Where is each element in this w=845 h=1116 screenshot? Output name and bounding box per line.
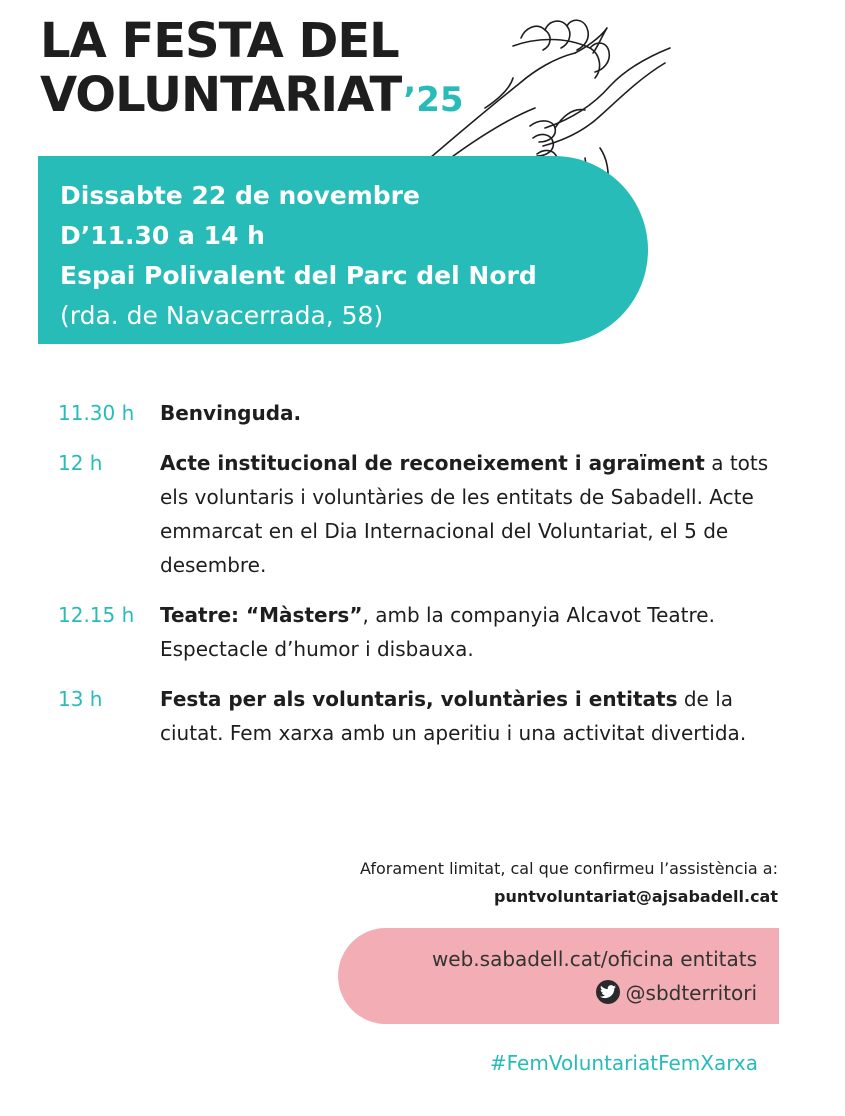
program-time: 12 h xyxy=(58,451,103,475)
program-time: 13 h xyxy=(58,687,103,711)
program-description xyxy=(160,446,798,582)
hashtag: #FemVoluntariatFemXarxa xyxy=(489,1051,758,1075)
program-item xyxy=(58,396,798,430)
title-line-2 xyxy=(40,68,464,127)
program-list xyxy=(58,396,798,750)
program-text: de la ciutat. Fem xarxa amb un aperitiu i una activitat divertida. xyxy=(160,687,747,745)
event-info-band xyxy=(38,156,648,344)
program-description xyxy=(160,682,798,750)
program-highlight: Benvinguda. xyxy=(160,401,302,425)
program-text: a tots els voluntaris i voluntàries de les entitats de Sabadell. Acte emmarcat en el Dia Internacional del Voluntariat, el 5 de desembre. xyxy=(160,451,769,577)
program-description xyxy=(160,598,798,666)
program-time: 12.15 h xyxy=(58,603,135,627)
confirmation-text: Aforament limitat, cal que confirmeu l’assistència a: xyxy=(359,859,778,878)
event-date: Dissabte 22 de novembre xyxy=(60,181,420,210)
program-item xyxy=(58,598,798,666)
event-venue: Espai Polivalent del Parc del Nord xyxy=(60,261,537,290)
event-address: (rda. de Navacerrada, 58) xyxy=(60,301,384,330)
twitter-link[interactable] xyxy=(338,976,757,1010)
program-item xyxy=(58,446,798,582)
links-pill xyxy=(338,928,779,1024)
event-time: D’11.30 a 14 h xyxy=(60,221,265,250)
program-item xyxy=(58,682,798,750)
confirmation-note xyxy=(360,855,778,911)
title-year: ’25 xyxy=(403,80,464,120)
program-text: , amb la companyia Alcavot Teatre. Espectacle d’humor i disbauxa. xyxy=(160,603,715,661)
title-word: VOLUNTARIAT xyxy=(40,67,402,123)
confirmation-email-link[interactable]: puntvoluntariat@ajsabadell.cat xyxy=(494,887,778,906)
twitter-handle: @sbdterritori xyxy=(625,981,757,1005)
twitter-icon xyxy=(596,980,620,1004)
website-link[interactable]: web.sabadell.cat/oficina entitats xyxy=(431,947,757,971)
program-highlight: Acte institucional de reconeixement i agraïment xyxy=(160,451,705,475)
title-line-1: LA FESTA DEL xyxy=(40,13,399,69)
event-title xyxy=(40,14,464,127)
program-time: 11.30 h xyxy=(58,401,135,425)
program-description xyxy=(160,396,798,430)
program-highlight: Festa per als voluntaris, voluntàries i entitats xyxy=(160,687,678,711)
program-highlight: Teatre: “Màsters” xyxy=(160,603,363,627)
